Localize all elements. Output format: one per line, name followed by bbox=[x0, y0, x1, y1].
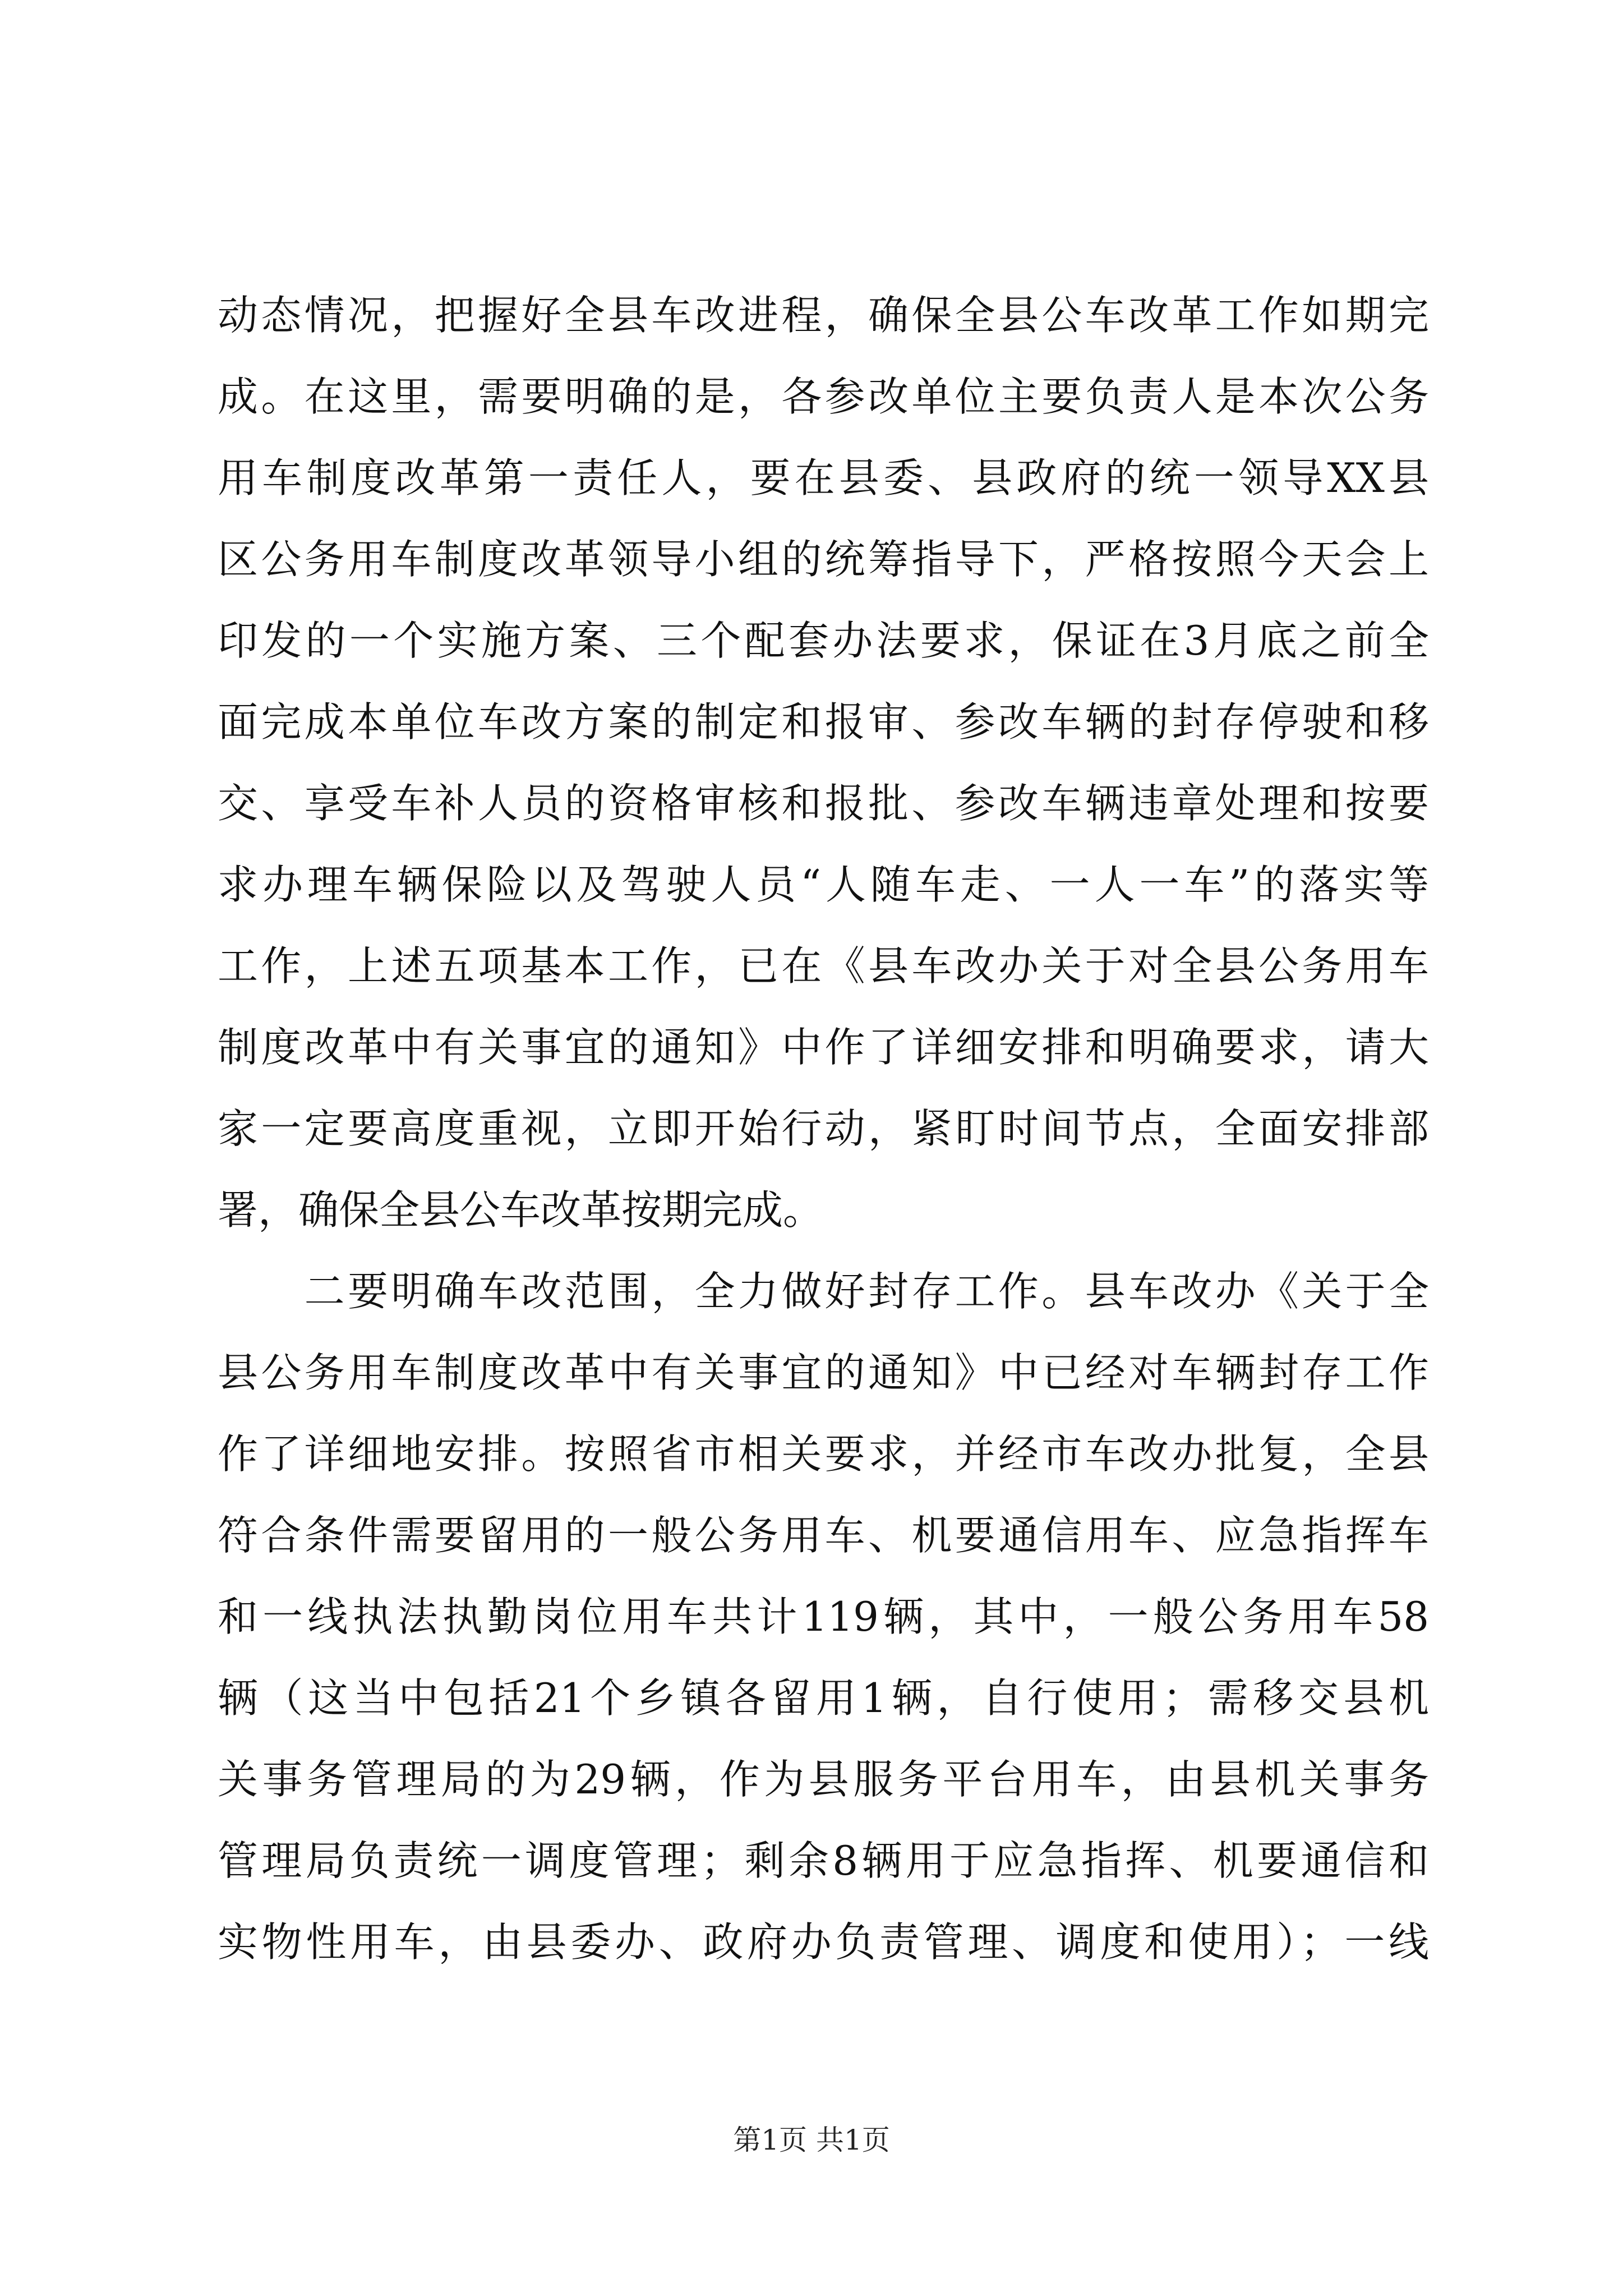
text-line: 作了详细地安排。按照省市相关要求，并经市车改办批复，全县 bbox=[218, 1430, 1429, 1478]
text-line: 区公务用车制度改革领导小组的统筹指导下，严格按照今天会上 bbox=[218, 536, 1429, 583]
text-line: 面完成本单位车改方案的制定和报审、参改车辆的封存停驶和移 bbox=[218, 698, 1429, 746]
paragraph-2 bbox=[218, 1251, 1429, 1983]
page-footer bbox=[0, 2120, 1623, 2160]
text-line: 关事务管理局的为29辆，作为县服务平台用车，由县机关事务 bbox=[218, 1756, 1429, 1803]
text-line: 管理局负责统一调度管理；剩余8辆用于应急指挥、机要通信和 bbox=[218, 1837, 1429, 1884]
text-line: 辆（这当中包括21个乡镇各留用1辆，自行使用；需移交县机 bbox=[218, 1674, 1429, 1722]
text-line: 交、享受车补人员的资格审核和报批、参改车辆违章处理和按要 bbox=[218, 780, 1429, 827]
paragraph-1 bbox=[218, 275, 1429, 1251]
text-line: 家一定要高度重视，立即开始行动，紧盯时间节点，全面安排部 bbox=[218, 1105, 1429, 1152]
text-line: 署，确保全县公车改革按期完成。 bbox=[218, 1186, 824, 1234]
text-line: 动态情况，把握好全县车改进程，确保全县公车改革工作如期完 bbox=[218, 292, 1429, 339]
text-line: 制度改革中有关事宜的通知》中作了详细安排和明确要求，请大 bbox=[218, 1024, 1429, 1071]
text-line: 用车制度改革第一责任人，要在县委、县政府的统一领导XX县 bbox=[218, 454, 1429, 501]
text-line: 和一线执法执勤岗位用车共计119辆，其中，一般公务用车58 bbox=[218, 1593, 1429, 1640]
text-line: 工作，上述五项基本工作，已在《县车改办关于对全县公务用车 bbox=[218, 942, 1429, 990]
text-line: 求办理车辆保险以及驾驶人员“人随车走、一人一车”的落实等 bbox=[218, 861, 1429, 908]
text-line: 二要明确车改范围，全力做好封存工作。县车改办《关于全 bbox=[218, 1268, 1429, 1315]
page-number: 第1页 共1页 bbox=[733, 2124, 890, 2156]
text-line: 符合条件需要留用的一般公务用车、机要通信用车、应急指挥车 bbox=[218, 1512, 1429, 1559]
text-line: 实物性用车，由县委办、政府办负责管理、调度和使用）；一线 bbox=[218, 1918, 1429, 1966]
text-line: 成。在这里，需要明确的是，各参改单位主要负责人是本次公务 bbox=[218, 373, 1429, 420]
document-body bbox=[218, 275, 1429, 1983]
text-line: 县公务用车制度改革中有关事宜的通知》中已经对车辆封存工作 bbox=[218, 1349, 1429, 1396]
text-line: 印发的一个实施方案、三个配套办法要求，保证在3月底之前全 bbox=[218, 617, 1429, 664]
